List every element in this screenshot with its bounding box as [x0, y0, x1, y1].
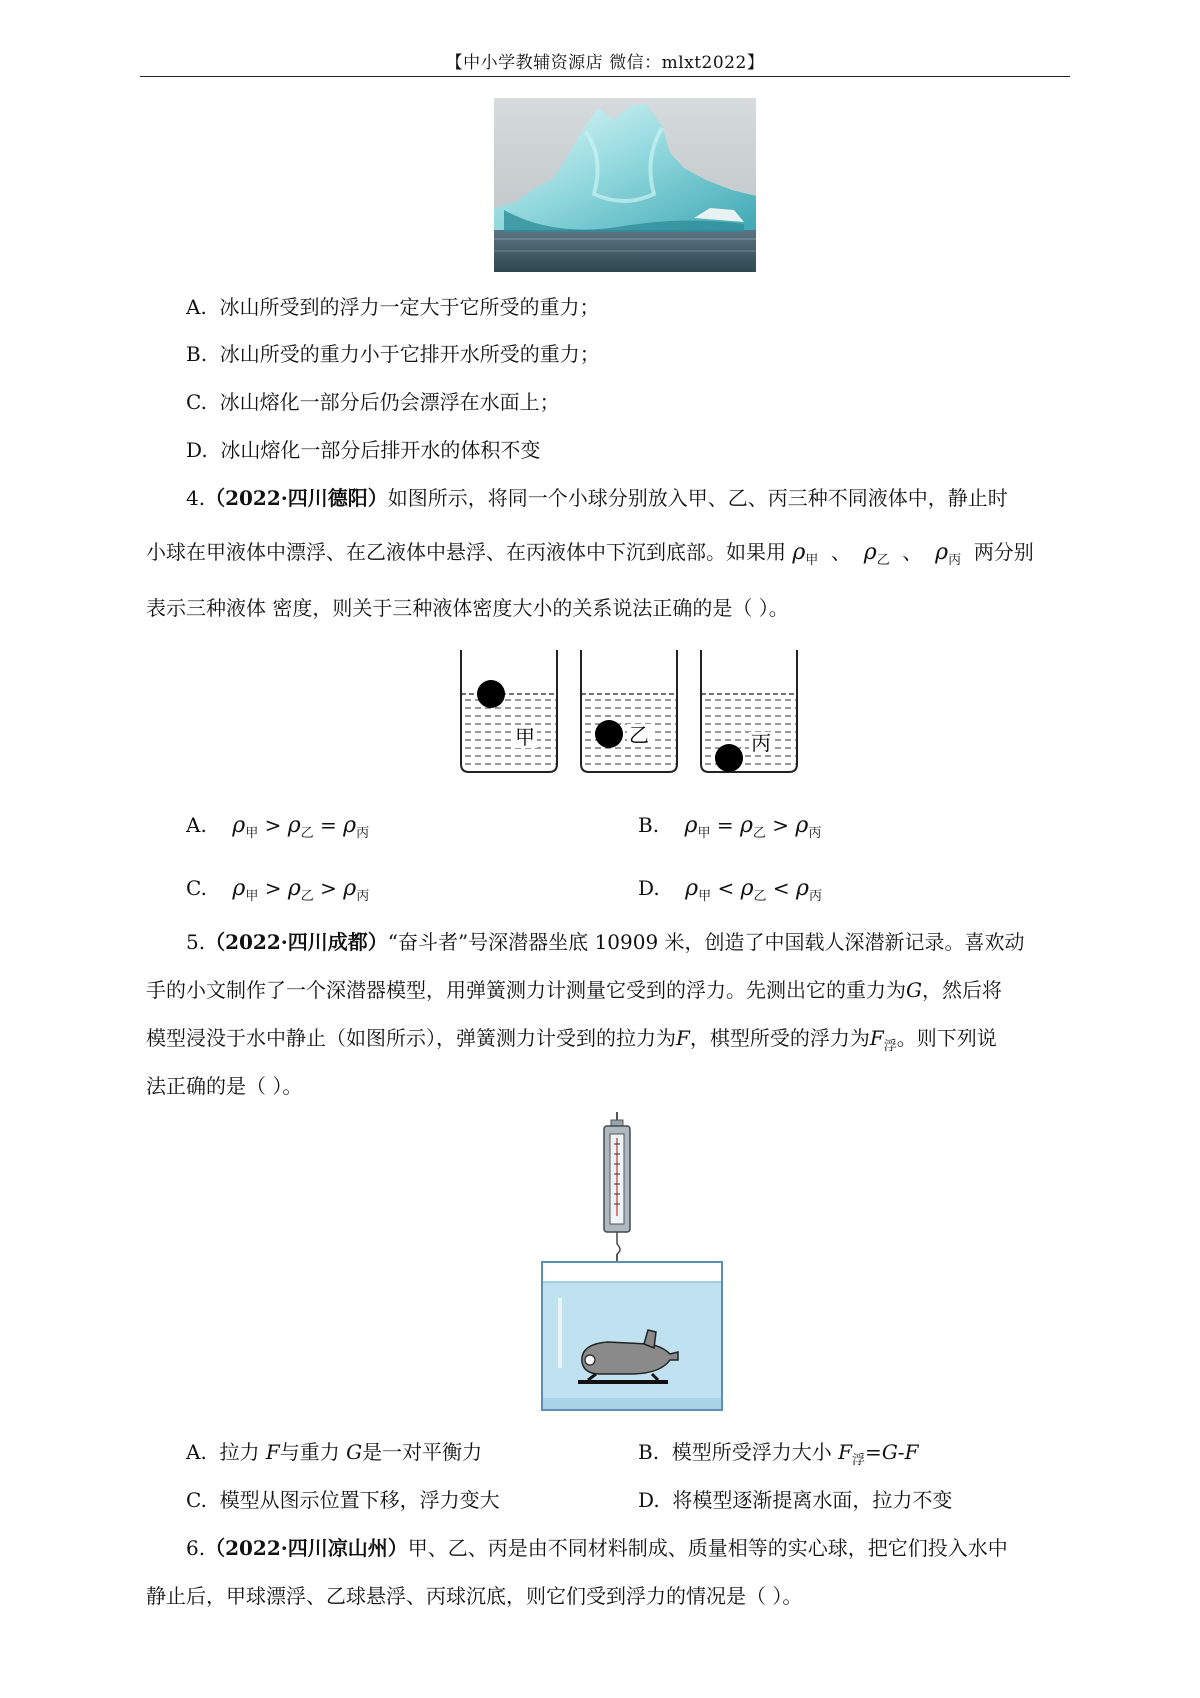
spring-scale-tank-figure — [530, 1112, 726, 1414]
q3-option-text: 冰山所受到的浮力一定大于它所受的重力； — [219, 295, 600, 319]
q3-option-letter: C. — [186, 390, 207, 414]
q6-text-1: 甲、乙、丙是由不同材料制成、质量相等的实心球，把它们投入水中 — [407, 1536, 1008, 1560]
page-header: 【中小学教辅资源店 微信：mlxt2022】 — [445, 53, 765, 73]
symbol-f-buoyancy: F — [869, 1026, 884, 1050]
q5-option-letter: A. — [186, 1440, 207, 1464]
rho-symbol: ρ — [287, 813, 301, 838]
rho-subscript: 乙 — [300, 889, 314, 904]
q5-text-2b: ，然后将 — [921, 978, 1002, 1002]
rho-subscript: 丙 — [808, 826, 822, 841]
symbol-f-buoyancy: F — [838, 1440, 853, 1464]
rho-symbol: ρ — [343, 813, 357, 838]
rho-symbol: ρ — [739, 813, 753, 838]
buoyancy-subscript: 浮 — [852, 1453, 866, 1468]
q5-option-letter: B. — [638, 1440, 660, 1464]
rho-subscript: 丙 — [356, 889, 370, 904]
q3-option-letter: D. — [186, 438, 208, 462]
rho-subscript: 甲 — [245, 889, 259, 904]
rho-subscript: 甲 — [245, 826, 259, 841]
water-tank — [542, 1262, 722, 1410]
header-rule — [140, 76, 1070, 77]
symbol-g: G — [906, 978, 922, 1002]
q5-option-text: 模型所受浮力大小 — [671, 1440, 839, 1464]
q4-option-letter: B. — [638, 813, 660, 837]
separator: 、 — [831, 540, 852, 564]
symbol-f: F — [265, 1440, 280, 1464]
q4-text-2-tail: 两分别 — [973, 540, 1034, 564]
q4-text-1: 如图所示，将同一个小球分别放入甲、乙、丙三种不同液体中，静止时 — [387, 486, 1008, 510]
label-bing: 丙 — [751, 731, 771, 755]
rho-subscript: 乙 — [752, 826, 766, 841]
q4-option-d — [638, 878, 822, 903]
q5-option-text: 与重力 — [279, 1440, 347, 1464]
spring-scale — [604, 1112, 630, 1254]
label-jia: 甲 — [515, 725, 535, 749]
q3-option-text: 冰山所受的重力小于它排开水所受的重力； — [219, 342, 600, 366]
rho-symbol: ρ — [287, 876, 301, 901]
symbol-f: F — [676, 1026, 690, 1050]
label-yi: 乙 — [629, 723, 649, 747]
ball-yi — [595, 720, 623, 748]
q5-option-letter: C. — [186, 1488, 207, 1512]
q4-option-letter: A. — [186, 813, 207, 837]
rho-subscript: 甲 — [697, 826, 711, 841]
q5-line-2 — [146, 980, 1002, 1000]
q3-option-text: 冰山熔化一部分后排开水的体积不变 — [220, 438, 541, 462]
relation-operator: = — [716, 813, 734, 837]
q5-option-letter: D. — [638, 1488, 660, 1512]
relation-operator: > — [320, 876, 337, 900]
ball-bing — [715, 744, 743, 772]
relation-operator: = — [320, 813, 337, 837]
q5-text-1: “奋斗者”号深潜器坐底 10909 米，创造了中国载人深潜新记录。喜欢动 — [387, 930, 1025, 954]
relation-operator: > — [772, 813, 790, 837]
q5-number: 5. — [186, 930, 206, 954]
q3-option-a — [186, 297, 600, 317]
rho-subscript: 乙 — [753, 889, 767, 904]
q5-text-3b: ，棋型所受的浮力为 — [689, 1026, 870, 1050]
symbol-f: F — [904, 1440, 919, 1464]
equals-sign: = — [865, 1440, 882, 1464]
q4-line-3 — [146, 598, 789, 618]
q5-option-text: 将模型逐渐提离水面，拉力不变 — [672, 1488, 953, 1512]
ball-jia — [477, 680, 505, 708]
rho-symbol: ρ — [792, 540, 806, 565]
q4-line-1 — [186, 488, 1008, 508]
q4-option-a — [186, 815, 369, 840]
iceberg-photo — [494, 98, 756, 272]
q5-option-text: 是一对平衡力 — [362, 1440, 483, 1464]
q6-source: （2022·四川凉山州） — [205, 1536, 408, 1560]
rho-subscript: 丙 — [356, 826, 370, 841]
rho-symbol: ρ — [796, 876, 809, 901]
beaker-yi — [581, 650, 677, 772]
minus-sign: - — [897, 1440, 905, 1464]
rho-symbol: ρ — [863, 540, 877, 565]
q5-option-c — [186, 1490, 500, 1510]
q5-text-3c: 。则下列说 — [896, 1026, 997, 1050]
beakers-figure — [455, 648, 805, 776]
rho-subscript: 丙 — [808, 889, 822, 904]
rho-subscript: 甲 — [698, 889, 712, 904]
q6-line-2 — [146, 1586, 802, 1606]
q5-option-text: 模型从图示位置下移，浮力变大 — [219, 1488, 500, 1512]
q5-option-b — [638, 1442, 918, 1467]
q5-line-4 — [146, 1076, 302, 1096]
q6-text-2: 静止后，甲球漂浮、乙球悬浮、丙球沉底，则它们受到浮力的情况是（ ）。 — [146, 1584, 803, 1608]
rho-subscript: 甲 — [805, 553, 819, 568]
q5-source: （2022·四川成都） — [205, 930, 388, 954]
q5-text-2a: 手的小文制作了一个深潜器模型，用弹簧测力计测量它受到的浮力。先测出它的重力为 — [146, 978, 906, 1002]
q6-line-1 — [186, 1538, 1008, 1558]
q5-text-4: 法正确的是（ ）。 — [146, 1074, 303, 1098]
q4-option-b — [638, 815, 821, 840]
beaker-bing — [701, 650, 797, 772]
buoyancy-subscript: 浮 — [883, 1039, 897, 1054]
q3-option-letter: A. — [186, 295, 207, 319]
q4-source: （2022·四川德阳） — [205, 486, 388, 510]
q5-option-d — [638, 1490, 952, 1510]
q4-option-letter: D. — [638, 876, 660, 900]
rho-subscript: 乙 — [876, 553, 890, 568]
relation-operator: > — [264, 813, 282, 837]
rho-symbol: ρ — [232, 876, 246, 901]
q4-text-2: 小球在甲液体中漂浮、在乙液体中悬浮、在丙液体中下沉到底部。如果用 — [146, 540, 786, 564]
rho-symbol: ρ — [685, 876, 699, 901]
q3-option-text: 冰山熔化一部分后仍会漂浮在水面上； — [219, 390, 560, 414]
q5-option-a — [186, 1442, 482, 1462]
rho-subscript: 丙 — [948, 553, 962, 568]
beaker-jia — [461, 650, 557, 772]
q5-line-3 — [146, 1028, 997, 1053]
q3-option-b — [186, 344, 600, 364]
q4-line-2 — [146, 542, 1034, 567]
rho-symbol: ρ — [343, 876, 357, 901]
rho-symbol: ρ — [232, 813, 246, 838]
rho-symbol: ρ — [795, 813, 809, 838]
relation-operator: < — [717, 876, 735, 900]
q3-option-letter: B. — [186, 342, 208, 366]
q3-option-c — [186, 392, 560, 412]
rho-symbol: ρ — [740, 876, 754, 901]
separator: 、 — [902, 540, 923, 564]
relation-operator: > — [264, 876, 282, 900]
q4-option-c — [186, 878, 369, 903]
rho-subscript: 乙 — [300, 826, 314, 841]
q5-line-1 — [186, 932, 1025, 952]
q4-number: 4. — [186, 486, 206, 510]
symbol-g: G — [881, 1440, 898, 1464]
q5-option-text: 拉力 — [219, 1440, 266, 1464]
rho-symbol: ρ — [684, 813, 698, 838]
q4-option-letter: C. — [186, 876, 207, 900]
q6-number: 6. — [186, 1536, 206, 1560]
relation-operator: < — [772, 876, 790, 900]
rho-symbol: ρ — [935, 540, 949, 565]
q5-text-3a: 模型浸没于水中静止（如图所示），弹簧测力计受到的拉力为 — [146, 1026, 676, 1050]
q4-text-3: 表示三种液体 密度，则关于三种液体密度大小的关系说法正确的是（ ）。 — [146, 596, 789, 620]
symbol-g: G — [346, 1440, 363, 1464]
q3-option-d — [186, 440, 540, 460]
